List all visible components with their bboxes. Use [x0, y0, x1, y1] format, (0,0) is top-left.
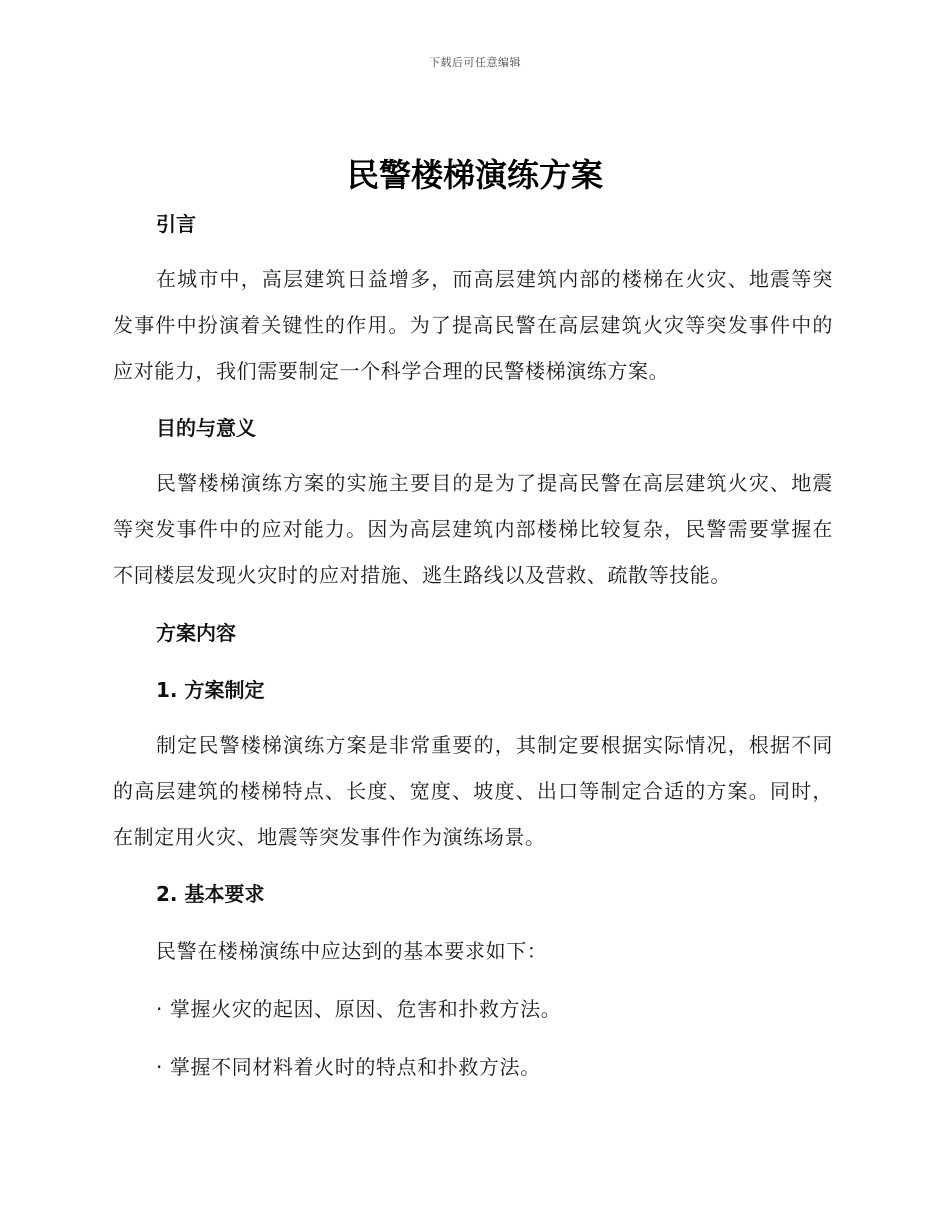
paragraph-purpose: 民警楼梯演练方案的实施主要目的是为了提高民警在高层建筑火灾、地震等突发事件中的应对能力。因为高层建筑内部楼梯比较复杂，民警需要掌握在不同楼层发现火灾时的应对措施、逃生路线以及营救、疏散等技能。	[113, 471, 833, 587]
paragraph-intro: 在城市中，高层建筑日益增多，而高层建筑内部的楼梯在火灾、地震等突发事件中扮演着关键性的作用。为了提高民警在高层建筑火灾等突发事件中的应对能力，我们需要制定一个科学合理的民警楼梯演练方案。	[113, 267, 833, 383]
requirements-intro: 民警在楼梯演练中应达到的基本要求如下：	[156, 939, 548, 963]
section-heading-content: 方案内容	[156, 621, 236, 645]
document-title: 民警楼梯演练方案	[346, 156, 603, 194]
section-heading-purpose: 目的与意义	[156, 416, 256, 440]
section-heading-intro: 引言	[156, 212, 196, 236]
subsection-heading-plan: 1. 方案制定	[156, 678, 265, 702]
header-note: 下载后可任意编辑	[429, 56, 521, 69]
list-item: · 掌握火灾的起因、原因、危害和扑救方法。	[156, 997, 562, 1021]
list-item: · 掌握不同材料着火时的特点和扑救方法。	[156, 1055, 541, 1079]
subsection-heading-requirements: 2. 基本要求	[156, 882, 265, 906]
paragraph-plan: 制定民警楼梯演练方案是非常重要的，其制定要根据实际情况，根据不同的高层建筑的楼梯特点、长度、宽度、坡度、出口等制定合适的方案。同时，在制定用火灾、地震等突发事件作为演练场景。	[113, 733, 833, 849]
